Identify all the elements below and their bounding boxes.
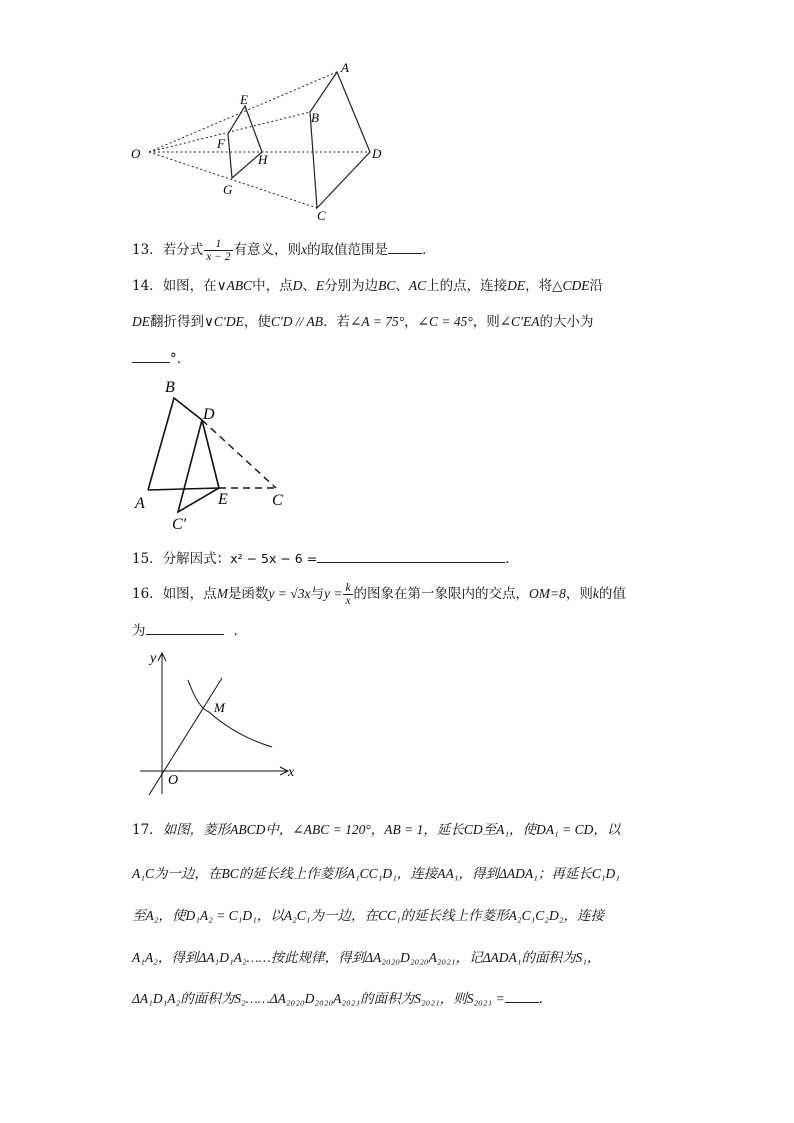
- q16-text: 如图，点: [162, 586, 217, 602]
- question-13: [132, 238, 436, 263]
- q13-mid: 有意义，则: [233, 242, 302, 258]
- q15-answer-blank[interactable]: [317, 548, 505, 563]
- fig2-label-B: B: [165, 379, 175, 396]
- q16-text: 与: [310, 586, 324, 602]
- q14-text: 沿: [589, 278, 603, 294]
- q16-number: 16．: [132, 586, 163, 602]
- q14-parallel: C′D // AB: [270, 314, 324, 329]
- question-17-line3: [132, 906, 604, 926]
- question-16: [132, 582, 626, 607]
- question-14-line3: [132, 348, 190, 369]
- label-C: C: [317, 208, 326, 223]
- q16-answer-blank[interactable]: [146, 620, 224, 635]
- q17-line-1: 如图，菱形ABCD中，∠ABC = 120°，AB = 1，延长CD至A₁，使DA₁ = CD，以: [162, 822, 621, 837]
- q17-number: 17．: [132, 822, 163, 838]
- question-14: [132, 276, 603, 296]
- q17-line-4: A₁A₂，得到ΔA₁D₁A₂……按此规律，得到ΔA₂₀₂₀D₂₀₂₀A₂₀₂₁，记ΔADA₁的面积为S₁，: [132, 950, 601, 965]
- q14-point-d: D: [292, 278, 303, 293]
- q16-text: ，则: [565, 586, 593, 602]
- q15-end: ．: [505, 551, 519, 567]
- q14-angle-a: ∠A = 75°: [350, 314, 405, 329]
- q15-expression: x² − 5x − 6 =: [230, 551, 318, 566]
- fig2-label-C: C: [272, 492, 283, 509]
- label-A: A: [341, 60, 349, 75]
- fig2-label-A: A: [135, 495, 145, 512]
- q14-text: ，将: [525, 278, 553, 294]
- q14-text: 、: [395, 278, 409, 294]
- q16-text: 是函数: [227, 586, 269, 602]
- q14-triangle-cde: △CDE: [552, 278, 590, 293]
- q14-text: 上的点，连接: [426, 278, 508, 294]
- q13-number: 13．: [132, 242, 163, 258]
- label-D: D: [372, 146, 382, 161]
- q13-var: x: [301, 242, 308, 257]
- question-17: [132, 820, 620, 840]
- q14-text: ，: [404, 314, 418, 330]
- q14-answer-blank[interactable]: [132, 348, 170, 363]
- q14-side-bc: BC: [378, 278, 396, 293]
- q15-text: 分解因式：: [162, 551, 231, 567]
- q14-text: 、: [302, 278, 316, 294]
- label-E: E: [240, 92, 248, 107]
- q16-point-m: M: [216, 586, 228, 601]
- question-14-line2: [132, 312, 593, 332]
- q16-function-2: y =: [323, 586, 343, 601]
- q17-end: ．: [538, 991, 553, 1007]
- axis-label-x: x: [288, 765, 295, 780]
- q14-side-ac: AC: [408, 278, 427, 293]
- question-16-line2: [132, 620, 247, 641]
- question-17-line2: [132, 864, 620, 884]
- label-G: G: [223, 182, 233, 197]
- q17-line-5: ΔA₁D₁A₂的面积为S₂……ΔA₂₀₂₀D₂₀₂₀A₂₀₂₁的面积为S₂₀₂₁，则S₂₀₂₁ =: [132, 991, 505, 1006]
- question-17-line4: [132, 948, 600, 968]
- q16-end: ．: [233, 623, 247, 639]
- q14-text: ．若: [323, 314, 351, 330]
- q16-fraction: [343, 582, 352, 607]
- q17-answer-blank[interactable]: [505, 988, 539, 1003]
- q17-line-3: 至A₂，使D₁A₂ = C₁D₁，以A₂C₁为一边，在CC₁的延长线上作菱形A₂C₁C₂D₂，连接: [132, 908, 604, 923]
- q14-triangle-abc: ∨ABC: [216, 278, 253, 293]
- q14-text: ，使: [243, 314, 271, 330]
- q14-end: °．: [170, 351, 191, 367]
- q14-angle-c: ∠C = 45°: [417, 314, 473, 329]
- q16-text: 的值: [598, 586, 626, 602]
- q14-segment-de: DE: [507, 278, 526, 293]
- axis-label-y: y: [150, 651, 157, 666]
- question-15: [132, 548, 519, 569]
- q13-answer-blank[interactable]: [388, 239, 422, 254]
- q13-end: ．: [422, 242, 436, 258]
- q16-text: 的图象在第一象限内的交点，: [353, 586, 530, 602]
- q13-post: 的取值范围是: [307, 242, 389, 258]
- q14-segment-de: DE: [132, 314, 150, 329]
- q14-triangle-cpde: ∨C′DE: [204, 314, 244, 329]
- q17-line-2: A₁C为一边，在BC的延长线上作菱形A₁CC₁D₁，连接AA₁，得到ΔADA₁；再延长C₁D₁: [132, 866, 620, 881]
- label-H: H: [258, 152, 268, 167]
- q16-frac-num: k: [345, 582, 351, 594]
- q14-angle-query: ∠C′EA: [499, 314, 540, 329]
- origin-label: O: [168, 773, 179, 788]
- q14-text: ，则: [472, 314, 500, 330]
- fig2-label-D: D: [203, 406, 215, 423]
- q15-number: 15．: [132, 551, 163, 567]
- fig2-label-Cprime: C′: [172, 516, 187, 532]
- q13-pre: 若分式: [162, 242, 204, 258]
- q13-frac-den: x − 2: [206, 251, 231, 263]
- fig2-label-E: E: [218, 491, 228, 508]
- q16-om: OM=8: [529, 586, 566, 601]
- q14-text: 分别为边: [324, 278, 379, 294]
- question-17-line5: [132, 988, 552, 1009]
- q13-fraction: [204, 238, 232, 263]
- label-F: F: [217, 136, 225, 151]
- label-O: O: [131, 146, 141, 161]
- fold-triangle-figure: [130, 372, 300, 532]
- q16-k: k: [592, 586, 599, 601]
- q13-frac-num: 1: [204, 238, 232, 251]
- q16-text: 为: [132, 623, 146, 639]
- q14-text: 的大小为: [539, 314, 594, 330]
- label-B: B: [311, 110, 319, 125]
- function-graph-figure: [136, 648, 306, 800]
- q16-function-1: y = √3x: [268, 586, 311, 601]
- q14-number: 14．: [132, 278, 163, 294]
- q14-point-e: E: [315, 278, 325, 293]
- q14-text: 翻折得到: [150, 314, 204, 330]
- q16-frac-den: x: [345, 595, 351, 607]
- q14-text: 中，点: [252, 278, 293, 294]
- q14-text: 如图，在: [162, 278, 217, 294]
- point-label-M: M: [214, 700, 225, 715]
- homothety-figure: [125, 60, 395, 230]
